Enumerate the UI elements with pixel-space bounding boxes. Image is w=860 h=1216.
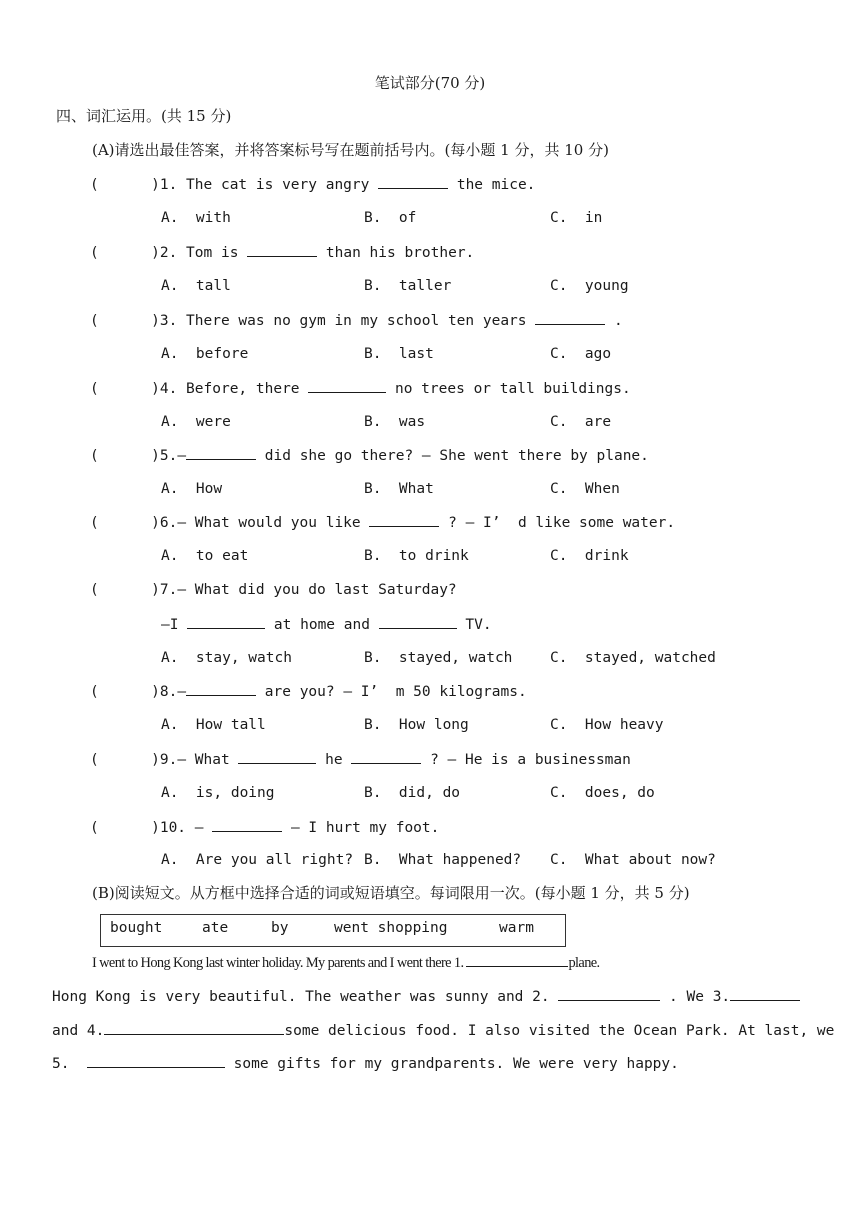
option-a[interactable]: A. How tall: [161, 717, 266, 733]
option-b[interactable]: B. was: [364, 414, 426, 430]
question-5: ( )5.— did she go there? — She went there by plane.: [90, 448, 649, 464]
option-c[interactable]: C. young: [550, 278, 629, 294]
option-a[interactable]: A. tall: [161, 278, 231, 294]
option-c[interactable]: C. stayed, watched: [550, 650, 716, 666]
blank[interactable]: [379, 615, 457, 629]
blank[interactable]: [187, 615, 265, 629]
word-bank-item: ate: [202, 920, 229, 936]
option-b[interactable]: B. last: [364, 346, 434, 362]
question-7: ( )7.— What did you do last Saturday?: [90, 582, 457, 598]
answer-bracket[interactable]: ( ): [90, 177, 160, 193]
blank[interactable]: [378, 175, 448, 189]
answer-bracket[interactable]: ( ): [90, 313, 160, 329]
word-bank-item: went shopping: [334, 920, 448, 936]
section-heading: 四、词汇运用。(共 15 分): [56, 107, 232, 125]
option-c[interactable]: C. are: [550, 414, 612, 430]
question-10: ( )10. — — I hurt my foot.: [90, 820, 440, 836]
option-a[interactable]: A. with: [161, 210, 231, 226]
blank[interactable]: [535, 311, 605, 325]
passage-line-4: 5. some gifts for my grandparents. We were very happy.: [52, 1056, 679, 1072]
option-c[interactable]: C. When: [550, 481, 620, 497]
blank-2[interactable]: [558, 987, 660, 1001]
option-c[interactable]: C. How heavy: [550, 717, 664, 733]
option-a[interactable]: A. is, doing: [161, 785, 275, 801]
option-c[interactable]: C. in: [550, 210, 603, 226]
option-b[interactable]: B. to drink: [364, 548, 469, 564]
option-c[interactable]: C. ago: [550, 346, 612, 362]
blank[interactable]: [351, 750, 421, 764]
answer-bracket[interactable]: ( ): [90, 245, 160, 261]
option-a[interactable]: A. were: [161, 414, 231, 430]
option-b[interactable]: B. What happened?: [364, 852, 522, 868]
part-a-instruction: (A)请选出最佳答案，并将答案标号写在题前括号内。(每小题 1 分，共 10 分): [92, 141, 609, 159]
answer-bracket[interactable]: ( ): [90, 752, 160, 768]
blank-3[interactable]: [730, 987, 800, 1001]
option-b[interactable]: B. What: [364, 481, 434, 497]
option-a[interactable]: A. before: [161, 346, 249, 362]
blank[interactable]: [369, 513, 439, 527]
question-4: ( )4. Before, there no trees or tall buildings.: [90, 381, 631, 397]
question-2: ( )2. Tom is than his brother.: [90, 245, 475, 261]
option-a[interactable]: A. How: [161, 481, 223, 497]
answer-bracket[interactable]: ( ): [90, 381, 160, 397]
option-b[interactable]: B. stayed, watch: [364, 650, 513, 666]
word-bank-item: bought: [110, 920, 163, 936]
question-3: ( )3. There was no gym in my school ten years .: [90, 313, 623, 329]
question-6: ( )6.— What would you like ? — I’ d like some water.: [90, 515, 676, 531]
blank[interactable]: [186, 682, 256, 696]
option-a[interactable]: A. stay, watch: [161, 650, 292, 666]
option-c[interactable]: C. does, do: [550, 785, 655, 801]
blank-5[interactable]: [87, 1054, 225, 1068]
option-a[interactable]: A. Are you all right?: [161, 852, 354, 868]
answer-bracket[interactable]: ( ): [90, 515, 160, 531]
blank[interactable]: [186, 446, 256, 460]
answer-bracket[interactable]: ( ): [90, 448, 160, 464]
question-1: ( )1. The cat is very angry the mice.: [90, 177, 536, 193]
blank-4[interactable]: [104, 1021, 284, 1035]
page-title: 笔试部分(70 分): [374, 74, 486, 92]
word-bank-box: [100, 914, 566, 947]
passage-line-2: Hong Kong is very beautiful. The weather was sunny and 2. . We 3.: [52, 987, 800, 1006]
blank[interactable]: [238, 750, 316, 764]
blank[interactable]: [308, 379, 386, 393]
blank-1[interactable]: [466, 953, 568, 967]
option-c[interactable]: C. drink: [550, 548, 629, 564]
question-9: ( )9.— What he ? — He is a businessman: [90, 752, 631, 768]
option-a[interactable]: A. to eat: [161, 548, 249, 564]
passage-line-1: I went to Hong Kong last winter holiday. My parents and I went there 1. plane.: [92, 955, 600, 971]
option-b[interactable]: B. did, do: [364, 785, 461, 801]
option-b[interactable]: B. How long: [364, 717, 469, 733]
blank[interactable]: [212, 818, 282, 832]
passage-line-3: and 4. some delicious food. I also visited the Ocean Park. At last, we: [52, 1023, 835, 1039]
answer-bracket[interactable]: ( ): [90, 684, 160, 700]
word-bank-item: by: [271, 920, 289, 936]
blank[interactable]: [247, 243, 317, 257]
option-b[interactable]: B. taller: [364, 278, 452, 294]
question-7-line-2: —I at home and TV.: [161, 617, 492, 633]
question-8: ( )8.— are you? — I’ m 50 kilograms.: [90, 684, 527, 700]
option-c[interactable]: C. What about now?: [550, 852, 716, 868]
option-b[interactable]: B. of: [364, 210, 417, 226]
answer-bracket[interactable]: ( ): [90, 582, 160, 598]
word-bank-item: warm: [499, 920, 534, 936]
answer-bracket[interactable]: ( ): [90, 820, 160, 836]
part-b-instruction: (B)阅读短文。从方框中选择合适的词或短语填空。每词限用一次。(每小题 1 分，共 5 分): [92, 884, 690, 902]
